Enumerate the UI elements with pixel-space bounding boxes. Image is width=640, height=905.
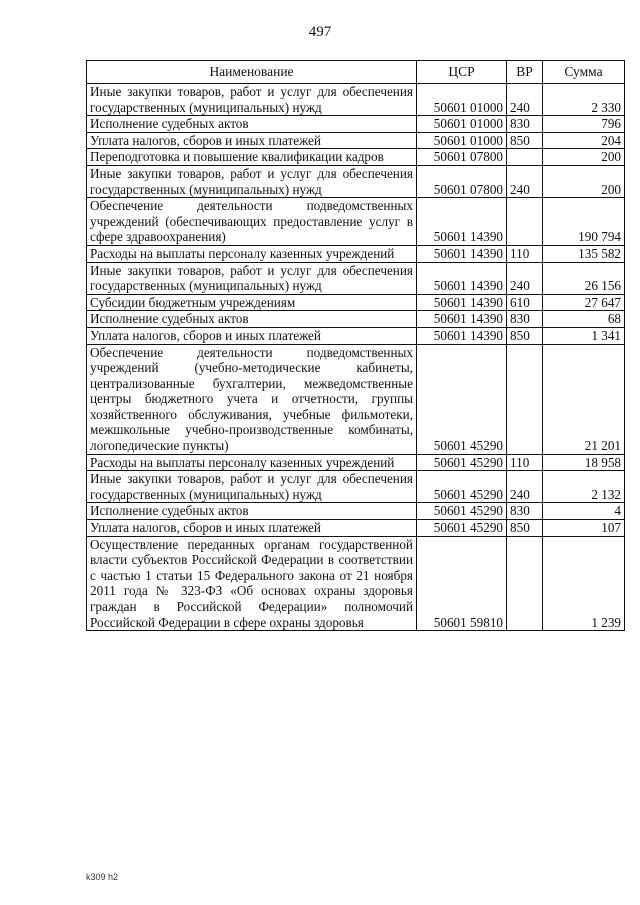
table-row (87, 344, 625, 454)
table-row (87, 149, 625, 166)
row-csr: 50601 59810 (417, 536, 507, 631)
row-name: Расходы на выплаты персоналу казенных учреждений (87, 454, 417, 471)
table-row (87, 198, 625, 246)
page-number: 497 (308, 24, 332, 40)
table-row (87, 327, 625, 344)
row-csr: 50601 07800 (417, 165, 507, 197)
table-row (87, 454, 625, 471)
footer-code: k309 h2 (86, 872, 119, 882)
table-row (87, 294, 625, 311)
row-csr: 50601 07800 (417, 149, 507, 166)
row-vr: 830 (507, 116, 543, 133)
row-csr: 50601 01000 (417, 116, 507, 133)
table-row (87, 262, 625, 294)
row-vr: 850 (507, 132, 543, 149)
row-name: Исполнение судебных актов (87, 503, 417, 520)
column-header-csr: ЦСР (417, 61, 507, 84)
row-csr: 50601 14390 (417, 198, 507, 246)
row-sum: 26 156 (543, 262, 625, 294)
row-name: Осуществление переданных органам государственной власти субъектов Российской Федерации в соответствии с частью 1 статьи 15 Федерального закона от 21 ноября 2011 года № 323-ФЗ «Об основах охраны здоровья граждан в Российской Федерации» полномочий Российской Федерации в сфере охраны здоровья (87, 536, 417, 631)
row-sum: 200 (543, 149, 625, 166)
row-sum: 796 (543, 116, 625, 133)
column-header-name: Наименование (87, 61, 417, 84)
row-csr: 50601 14390 (417, 294, 507, 311)
table-row (87, 503, 625, 520)
table-row (87, 471, 625, 503)
row-sum: 1 239 (543, 536, 625, 631)
row-csr: 50601 45290 (417, 503, 507, 520)
row-sum: 1 341 (543, 327, 625, 344)
table-row (87, 84, 625, 116)
row-vr: 240 (507, 165, 543, 197)
row-name: Субсидии бюджетным учреждениям (87, 294, 417, 311)
table-row (87, 116, 625, 133)
table-body (87, 84, 625, 631)
row-csr: 50601 45290 (417, 471, 507, 503)
table-header-row (87, 61, 625, 84)
row-vr: 240 (507, 471, 543, 503)
row-csr: 50601 14390 (417, 262, 507, 294)
row-csr: 50601 01000 (417, 132, 507, 149)
row-csr: 50601 45290 (417, 344, 507, 454)
row-vr: 850 (507, 520, 543, 537)
row-name: Переподготовка и повышение квалификации кадров (87, 149, 417, 166)
row-vr: 830 (507, 311, 543, 328)
row-vr (507, 536, 543, 631)
row-sum: 200 (543, 165, 625, 197)
row-vr: 850 (507, 327, 543, 344)
row-name: Иные закупки товаров, работ и услуг для обеспечения государственных (муниципальных) нужд (87, 262, 417, 294)
row-sum: 107 (543, 520, 625, 537)
row-name: Уплата налогов, сборов и иных платежей (87, 132, 417, 149)
row-vr: 110 (507, 454, 543, 471)
row-csr: 50601 14390 (417, 245, 507, 262)
column-header-sum: Сумма (543, 61, 625, 84)
row-vr (507, 344, 543, 454)
budget-table (86, 60, 625, 631)
row-csr: 50601 45290 (417, 454, 507, 471)
row-vr: 240 (507, 262, 543, 294)
row-name: Иные закупки товаров, работ и услуг для обеспечения государственных (муниципальных) нужд (87, 165, 417, 197)
row-name: Обеспечение деятельности подведомственных учреждений (обеспечивающих предоставление услуг в сфере здравоохранения) (87, 198, 417, 246)
row-sum: 27 647 (543, 294, 625, 311)
row-name: Уплата налогов, сборов и иных платежей (87, 520, 417, 537)
row-vr: 610 (507, 294, 543, 311)
row-name: Иные закупки товаров, работ и услуг для обеспечения государственных (муниципальных) нужд (87, 84, 417, 116)
table-row (87, 311, 625, 328)
row-sum: 190 794 (543, 198, 625, 246)
row-sum: 4 (543, 503, 625, 520)
row-sum: 2 330 (543, 84, 625, 116)
row-vr (507, 198, 543, 246)
table-row (87, 132, 625, 149)
row-sum: 204 (543, 132, 625, 149)
table-row (87, 520, 625, 537)
row-name: Обеспечение деятельности подведомственных учреждений (учебно-методические кабинеты, централизованные бухгалтерии, межведомственные центры бюджетного учета и отчетности, группы хозяйственного обслуживания, учебные фильмотеки, межшкольные учебно-производственные комбинаты, логопедические пункты) (87, 344, 417, 454)
row-name: Исполнение судебных актов (87, 311, 417, 328)
row-csr: 50601 01000 (417, 84, 507, 116)
row-sum: 68 (543, 311, 625, 328)
row-csr: 50601 45290 (417, 520, 507, 537)
row-name: Иные закупки товаров, работ и услуг для обеспечения государственных (муниципальных) нужд (87, 471, 417, 503)
row-vr (507, 149, 543, 166)
row-sum: 21 201 (543, 344, 625, 454)
row-csr: 50601 14390 (417, 327, 507, 344)
row-vr: 830 (507, 503, 543, 520)
column-header-vr: ВР (507, 61, 543, 84)
table-row (87, 165, 625, 197)
table-row (87, 536, 625, 631)
row-sum: 2 132 (543, 471, 625, 503)
row-vr: 240 (507, 84, 543, 116)
row-csr: 50601 14390 (417, 311, 507, 328)
row-sum: 18 958 (543, 454, 625, 471)
table-row (87, 245, 625, 262)
row-sum: 135 582 (543, 245, 625, 262)
row-name: Исполнение судебных актов (87, 116, 417, 133)
row-name: Уплата налогов, сборов и иных платежей (87, 327, 417, 344)
row-name: Расходы на выплаты персоналу казенных учреждений (87, 245, 417, 262)
row-vr: 110 (507, 245, 543, 262)
